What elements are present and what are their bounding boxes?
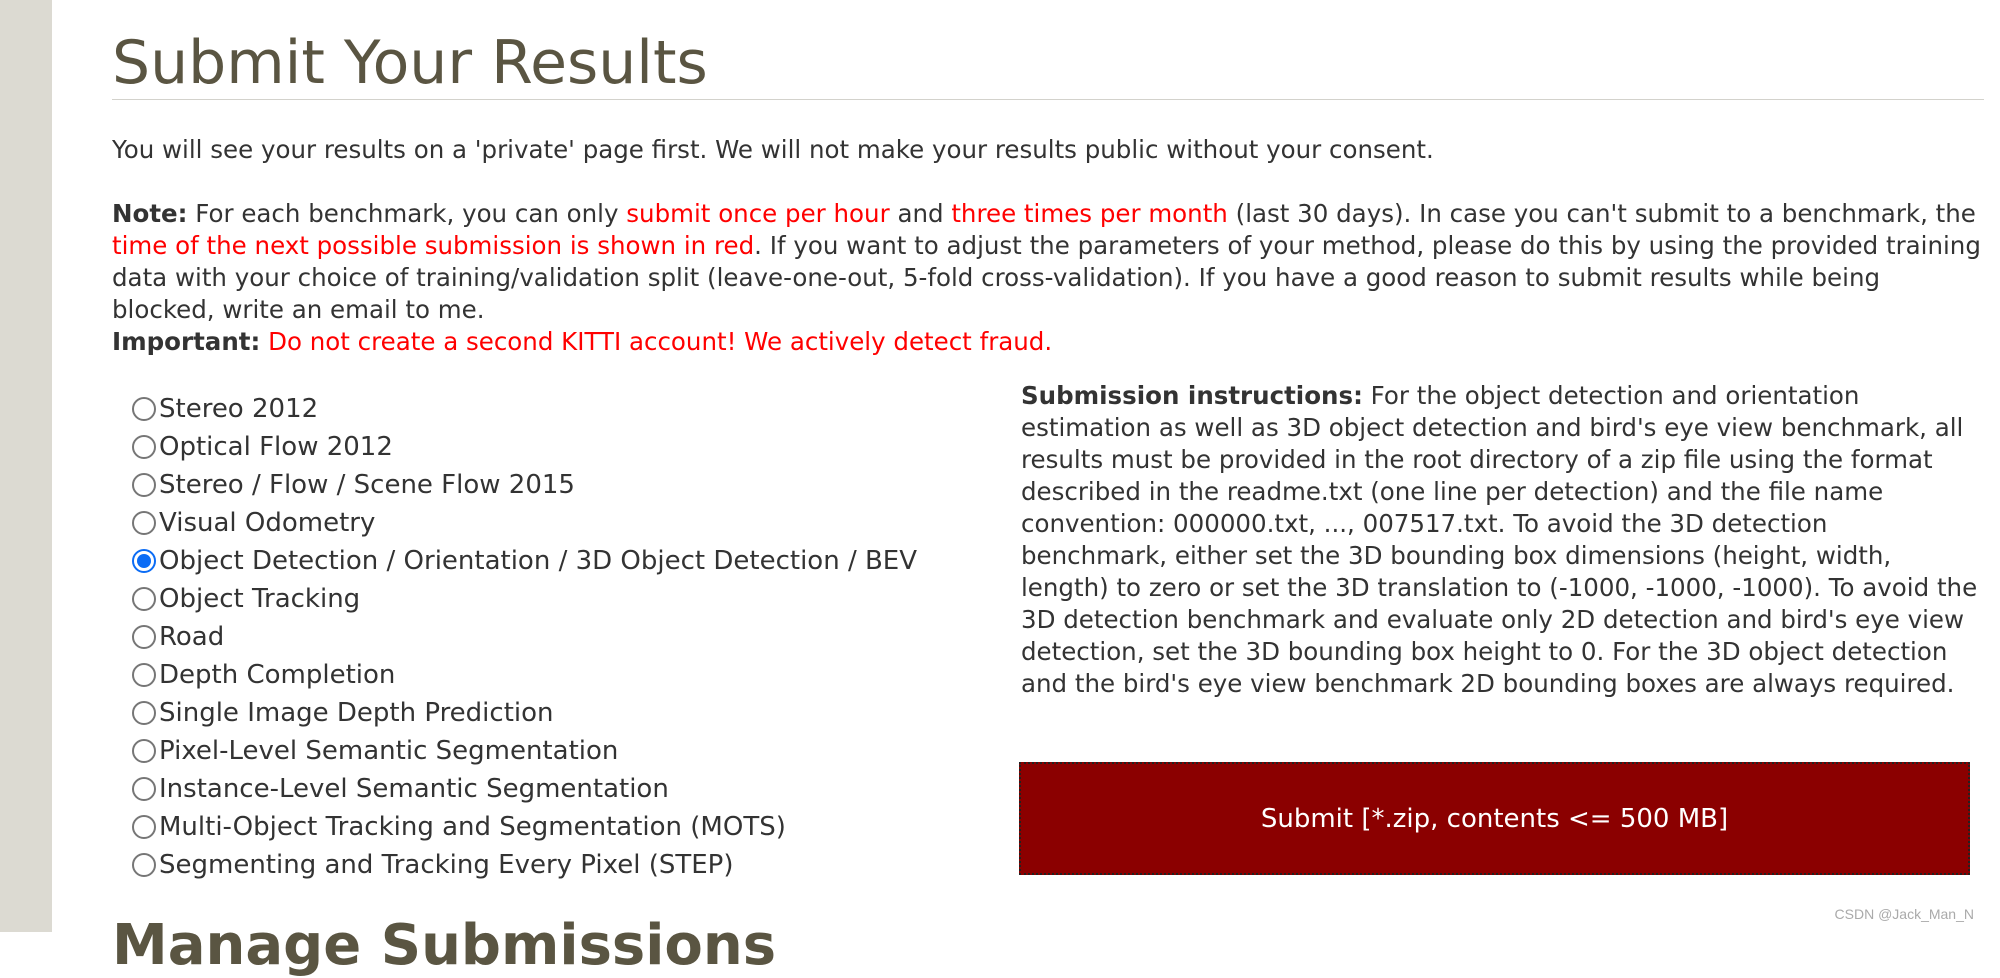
- radio-button[interactable]: [132, 853, 156, 877]
- benchmark-option-label: Stereo 2012: [159, 394, 319, 424]
- page-title: Submit Your Results: [112, 28, 708, 98]
- left-margin-bar: [0, 0, 52, 932]
- note-text: and: [889, 199, 952, 228]
- note-highlight-hourly: submit once per hour: [626, 199, 890, 228]
- note-text: For each benchmark, you can only: [187, 199, 627, 228]
- submit-button[interactable]: Submit [*.zip, contents <= 500 MB]: [1019, 762, 1970, 875]
- radio-button[interactable]: [132, 511, 156, 535]
- note-label: Note:: [112, 199, 188, 228]
- instructions-text: For the object detection and orientation estimation as well as 3D object detection and bird's eye view benchmark, all results must be provided in the root directory of a zip file using the format described in the readme.txt (one line per detection) and the file name convention: 000000.txt, ..., 007517.txt. To avoid the 3D detection benchmark, either set the 3D bounding box dimensions (height, width, length) to zero or set the 3D translation to (-1000, -1000, -1000). To avoid the 3D detection benchmark and evaluate only 2D detection and bird's eye view detection, set the 3D bounding box height to 0. For the 3D object detection and the bird's eye view benchmark 2D bounding boxes are always required.: [1021, 381, 1978, 698]
- benchmark-option-label: Visual Odometry: [159, 508, 376, 538]
- benchmark-option-label: Stereo / Flow / Scene Flow 2015: [159, 470, 575, 500]
- benchmark-option[interactable]: [132, 542, 992, 580]
- benchmark-option-label: Pixel-Level Semantic Segmentation: [159, 736, 619, 766]
- radio-button[interactable]: [132, 435, 156, 459]
- radio-button[interactable]: [132, 587, 156, 611]
- intro-text: You will see your results on a 'private' page first. We will not make your results public without your consent.: [112, 135, 1434, 164]
- important-text: Do not create a second KITTI account! We actively detect fraud.: [260, 327, 1053, 356]
- radio-button[interactable]: [132, 473, 156, 497]
- manage-submissions-heading: Manage Submissions: [112, 913, 777, 978]
- radio-button[interactable]: [132, 777, 156, 801]
- radio-button[interactable]: [132, 549, 156, 573]
- benchmark-option[interactable]: [132, 428, 992, 466]
- benchmark-option-label: Object Detection / Orientation / 3D Object Detection / BEV: [159, 546, 918, 576]
- title-divider: [112, 99, 1984, 100]
- note-text: (last 30 days). In case you can't submit to a benchmark, the: [1227, 199, 1976, 228]
- benchmark-option[interactable]: [132, 732, 992, 770]
- benchmark-option[interactable]: [132, 618, 992, 656]
- benchmark-option[interactable]: [132, 580, 992, 618]
- benchmark-option-label: Instance-Level Semantic Segmentation: [159, 774, 669, 804]
- benchmark-option-label: Depth Completion: [159, 660, 396, 690]
- radio-button[interactable]: [132, 625, 156, 649]
- benchmark-option[interactable]: [132, 504, 992, 542]
- benchmark-option-label: Segmenting and Tracking Every Pixel (STEP): [159, 850, 734, 880]
- benchmark-option[interactable]: [132, 808, 992, 846]
- submission-instructions: [1021, 380, 1981, 700]
- note-highlight-monthly: three times per month: [951, 199, 1228, 228]
- radio-button[interactable]: [132, 739, 156, 763]
- instructions-label: Submission instructions:: [1021, 381, 1363, 410]
- benchmark-option-label: Object Tracking: [159, 584, 361, 614]
- radio-button[interactable]: [132, 663, 156, 687]
- benchmark-option-label: Multi-Object Tracking and Segmentation (MOTS): [159, 812, 786, 842]
- benchmark-option[interactable]: [132, 390, 992, 428]
- note-highlight-next-submission: time of the next possible submission is shown in red: [112, 231, 755, 260]
- radio-button[interactable]: [132, 397, 156, 421]
- benchmark-option[interactable]: [132, 694, 992, 732]
- watermark: CSDN @Jack_Man_N: [1834, 906, 1974, 922]
- benchmark-option[interactable]: [132, 656, 992, 694]
- radio-button[interactable]: [132, 701, 156, 725]
- benchmark-radio-list: [132, 390, 992, 884]
- benchmark-option-label: Road: [159, 622, 225, 652]
- radio-button[interactable]: [132, 815, 156, 839]
- benchmark-option[interactable]: [132, 846, 992, 884]
- benchmark-option[interactable]: [132, 770, 992, 808]
- benchmark-option-label: Single Image Depth Prediction: [159, 698, 554, 728]
- note-text: . If you want to adjust the parameters of your method, please do this by using the provided training data with your choice of training/validation split (leave-one-out, 5-fold cross-validation). If you have a good reason to submit results while being blocked, write an email to me.: [112, 231, 1981, 324]
- note-paragraph: [112, 198, 1987, 358]
- important-label: Important:: [112, 327, 261, 356]
- benchmark-option-label: Optical Flow 2012: [159, 432, 393, 462]
- benchmark-option[interactable]: [132, 466, 992, 504]
